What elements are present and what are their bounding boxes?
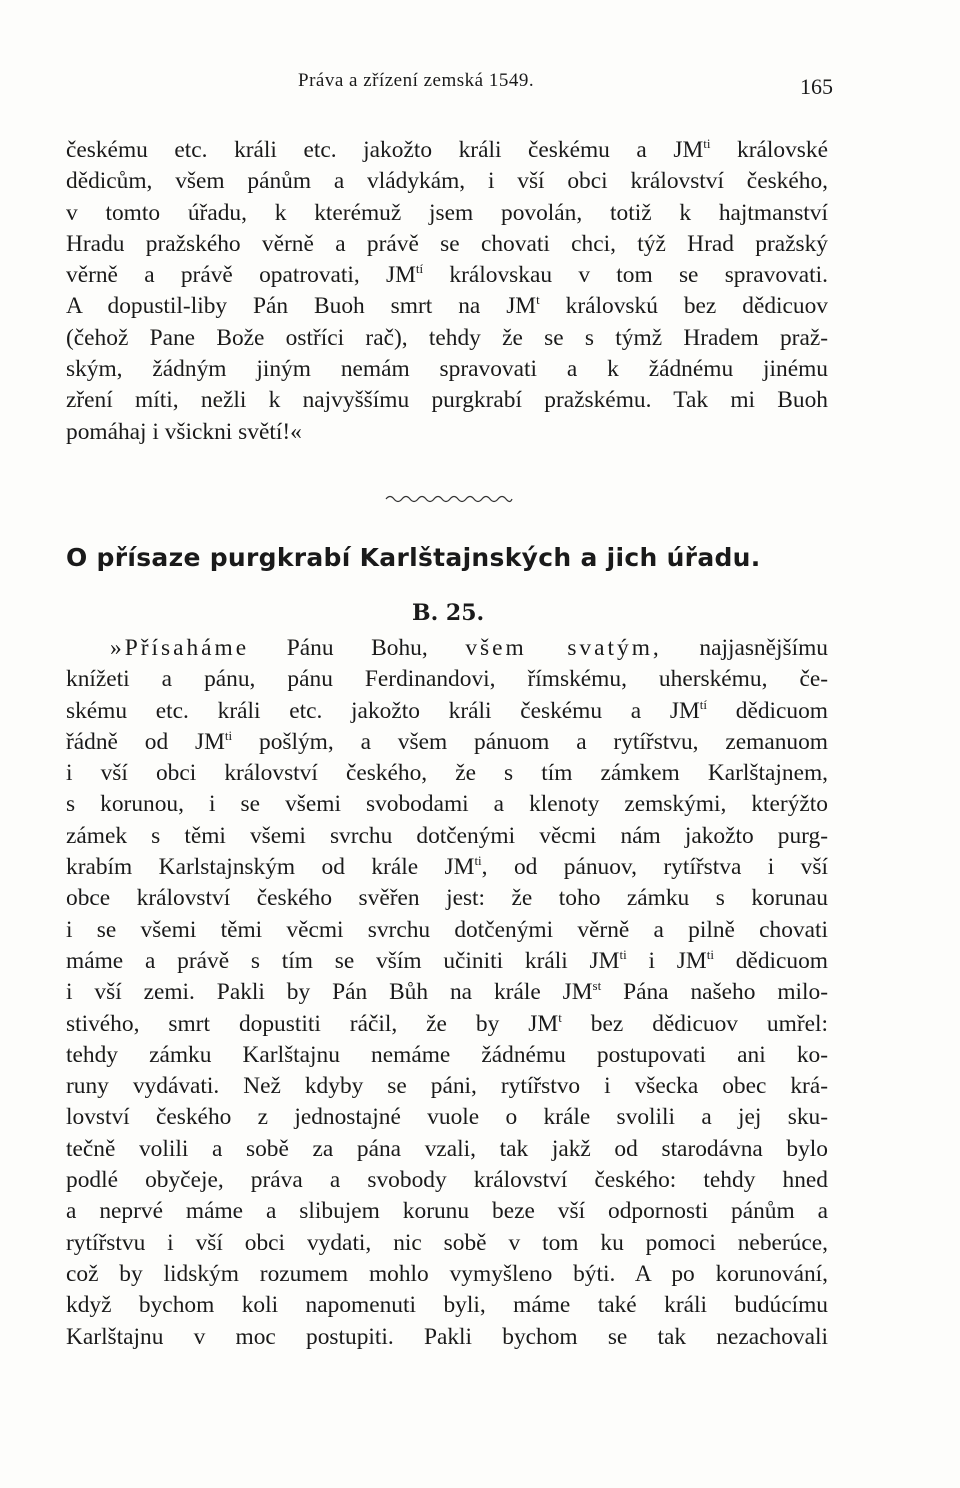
- paragraph-oath-karlstejn: [66, 633, 828, 1353]
- wavy-divider-ornament: [384, 492, 514, 506]
- article-number: B. 25.: [412, 600, 485, 626]
- text-line: věrně a právě opatrovati, $JM^{tí}$ královskau v tom se spravovati.: [66, 261, 828, 289]
- text-line: stivého, smrt dopustiti ráčil, že by $JM^t$ bez dědicuov umřel:: [66, 1009, 828, 1037]
- text-line: a neprvé máme a slibujem korunu beze vší odpornosti pánům a: [66, 1198, 828, 1225]
- text-line: krabím Karlstajnským od krále $JM^{ti}$, od pánuov, rytířstva i vší: [66, 853, 828, 881]
- text-line: tečně volili a sobě za pána vzali, tak jakž od starodávna bylo: [66, 1135, 828, 1162]
- text-line: (čehož Pane Bože ostříci rač), tehdy že se s týmž Hradem praž-: [66, 324, 828, 351]
- text-line: což by lidským rozumem mohlo vymyšleno býti. A po korunování,: [66, 1260, 828, 1287]
- text-line: zámek s těmi všemi svrchu dotčenými věcmi nám jakožto purg-: [66, 822, 828, 849]
- text-line: když bychom koli napomenuti byli, máme také králi budúcímu: [66, 1292, 828, 1319]
- text-line: Karlštajnu v moc postupiti. Pakli bychom se tak nezachovali: [66, 1323, 828, 1350]
- text-line: máme a právě s tím se vším učiniti králi $JM^{ti}$ i $JM^{ti}$ dědicuom: [66, 946, 828, 974]
- text-line: řádně od $JM^{ti}$ pošlým, a všem pánuom a rytířstvu, zemanuom: [66, 727, 828, 755]
- text-line: ským, žádným jiným nemám spravovati a k žádnému jinému: [66, 356, 828, 383]
- page-number: 165: [800, 74, 833, 99]
- text-line: knížeti a pánu, pánu Ferdinandovi, římskému, uherskému, če-: [66, 666, 828, 693]
- text-line: i se všemi těmi věcmi svrchu dotčenými věrně a pilně chovati: [66, 916, 828, 943]
- text-line: runy vydávati. Než kdyby se páni, rytířstvo i všecka obec krá-: [66, 1073, 828, 1100]
- text-line: rytířstvu i vší obci vydati, nic sobě v tom ku pomoci neberúce,: [66, 1229, 828, 1256]
- text-line: pomáhaj i všickni světí!«: [66, 418, 302, 445]
- text-line: Hradu pražského věrně a právě se chovati chci, týž Hrad pražský: [66, 230, 828, 257]
- text-line: s korunou, i se všemi svobodami a klenoty zemskými, kterýžto: [66, 791, 828, 818]
- text-line: dědicům, všem pánům a vládykám, i vší obci království českého,: [66, 168, 828, 195]
- text-line-opening: »Přísaháme Pánu Bohu, všem svatým, najjasnějšímu: [110, 635, 828, 661]
- text-line: lovství českého z jednostajné vuole o krále svolili a jej sku-: [66, 1104, 828, 1131]
- text-line: A dopustil-liby Pán Buoh smrt na $JM^t$ královskú bez dědicuov: [66, 292, 828, 320]
- text-line: obce království českého svěřen jest: že toho zámku s korunau: [66, 885, 828, 912]
- text-line: i vší zemi. Pakli by Pán Bůh na krále $JM^{st}$ Pána našeho milo-: [66, 978, 828, 1006]
- running-head: [0, 70, 960, 100]
- text-line: v tomto úřadu, k kterémuž jsem povolán, totiž k hajtmanství: [66, 199, 828, 226]
- text-line: skému etc. králi etc. jakožto králi českému a $JM^{tí}$ dědicuom: [66, 696, 828, 724]
- text-line: zření míti, nežli k najvyššímu purgkrabí pražskému. Tak mi Buoh: [66, 387, 828, 414]
- text-line: českému etc. králi etc. jakožto králi českému a $JM^{ti}$ královské: [66, 136, 828, 163]
- text-line: i vší obci království českého, že s tím zámkem Karlštajnem,: [66, 760, 828, 787]
- paragraph-oath-end: [66, 135, 828, 448]
- text-line: podlé obyčeje, práva a svobody království českého: tehdy hned: [66, 1167, 828, 1194]
- section-heading: O přísaze purgkrabí Karlštajnských a jich úřadu.: [66, 543, 761, 572]
- text-line: tehdy zámku Karlštajnu nemáme žádnému postupovati ani ko-: [66, 1041, 828, 1068]
- running-title: Práva a zřízení zemská 1549.: [298, 70, 535, 91]
